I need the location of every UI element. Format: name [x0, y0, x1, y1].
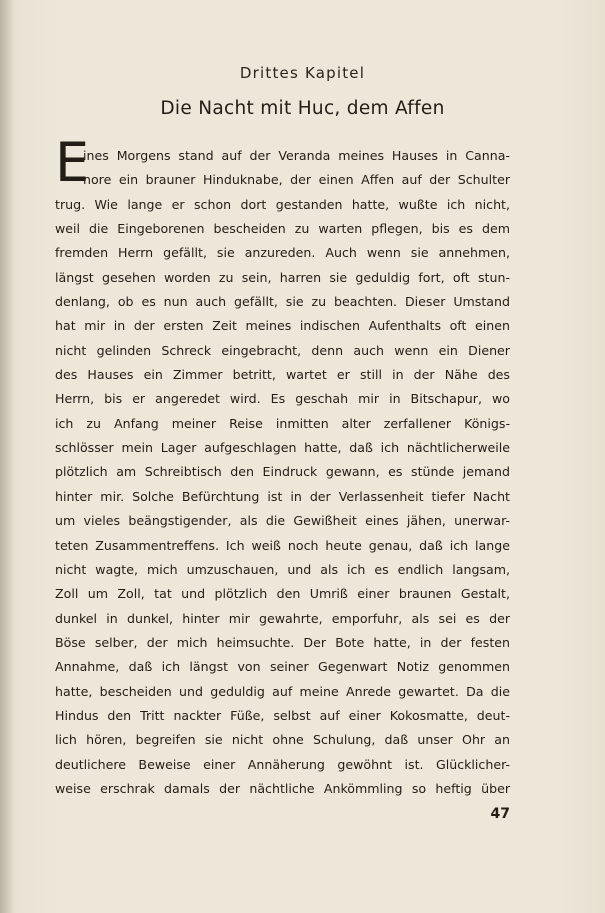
text-line: hatte, bescheiden und geduldig auf meine Anrede gewartet. Da die — [55, 683, 510, 699]
text-line: nore ein brauner Hinduknabe, der einen Affen auf der Schulter — [83, 172, 510, 188]
text-line: trug. Wie lange er schon dort gestanden hatte, wußte ich nicht, — [55, 196, 510, 212]
text-line: ich zu Anfang meiner Reise inmitten alter zerfallener Königs- — [55, 415, 510, 431]
text-line: Böse selber, der mich heimsuchte. Der Bote hatte, in der festen — [55, 634, 510, 650]
chapter-title: Die Nacht mit Huc, dem Affen — [160, 98, 445, 119]
text-line: Herrn, bis er angeredet wird. Es geschah mir in Bitschapur, wo — [55, 391, 510, 407]
text-line: des Hauses ein Zimmer betritt, wartet er still in der Nähe des — [55, 367, 510, 383]
text-line: Hindus den Tritt nackter Füße, selbst auf einer Kokosmatte, deut- — [55, 707, 510, 723]
text-line: weil die Eingeborenen bescheiden zu warten pflegen, bis es dem — [55, 221, 510, 237]
text-line: nicht gelinden Schreck eingebracht, denn auch wenn ein Diener — [55, 342, 510, 358]
text-line: ines Morgens stand auf der Veranda meines Hauses in Canna- — [83, 148, 510, 163]
drop-cap: E — [55, 131, 90, 194]
text-line: deutlichere Beweise einer Annäherung gewöhnt ist. Glücklicher- — [55, 756, 510, 772]
text-line: fremden Herrn gefällt, sie anzureden. Auch wenn sie annehmen, — [55, 245, 510, 261]
text-line: teten Zusammentreffens. Ich weiß noch heute genau, daß ich lange — [55, 537, 510, 553]
text-line: um vieles beängstigender, als die Gewißheit eines jähen, unerwar- — [55, 513, 510, 529]
text-line: weise erschrak damals der nächtliche Ankömmling so heftig über — [55, 780, 510, 796]
text-line: denlang, ob es nun auch gefällt, sie zu beachten. Dieser Umstand — [55, 294, 510, 310]
text-line: lich hören, begreifen sie nicht ohne Schulung, daß unser Ohr an — [55, 732, 510, 748]
text-line: Zoll um Zoll, tat und plötzlich den Umriß einer braunen Gestalt, — [55, 586, 510, 602]
body-text — [55, 144, 510, 801]
text-line: plötzlich am Schreibtisch den Eindruck gewann, es stünde jemand — [55, 464, 510, 480]
spine-shadow — [0, 0, 14, 913]
text-line: dunkel in dunkel, hinter mir gewahrte, emporfuhr, als sei es der — [55, 610, 510, 626]
text-line: schlösser mein Lager aufgeschlagen hatte, daß ich nächtlicherweile — [55, 440, 510, 456]
text-line: nicht wagte, mich umzuschauen, und als ich es endlich langsam, — [55, 561, 510, 577]
text-line: längst gesehen worden zu sein, harren sie geduldig fort, oft stun- — [55, 269, 510, 285]
text-line: Annahme, daß ich längst von seiner Gegenwart Notiz genommen — [55, 659, 510, 675]
text-line: hat mir in der ersten Zeit meines indischen Aufenthalts oft einen — [55, 318, 510, 334]
page-number: 47 — [490, 806, 510, 822]
chapter-label: Drittes Kapitel — [239, 64, 366, 82]
text-line: hinter mir. Solche Befürchtung ist in der Verlassenheit tiefer Nacht — [55, 488, 510, 504]
